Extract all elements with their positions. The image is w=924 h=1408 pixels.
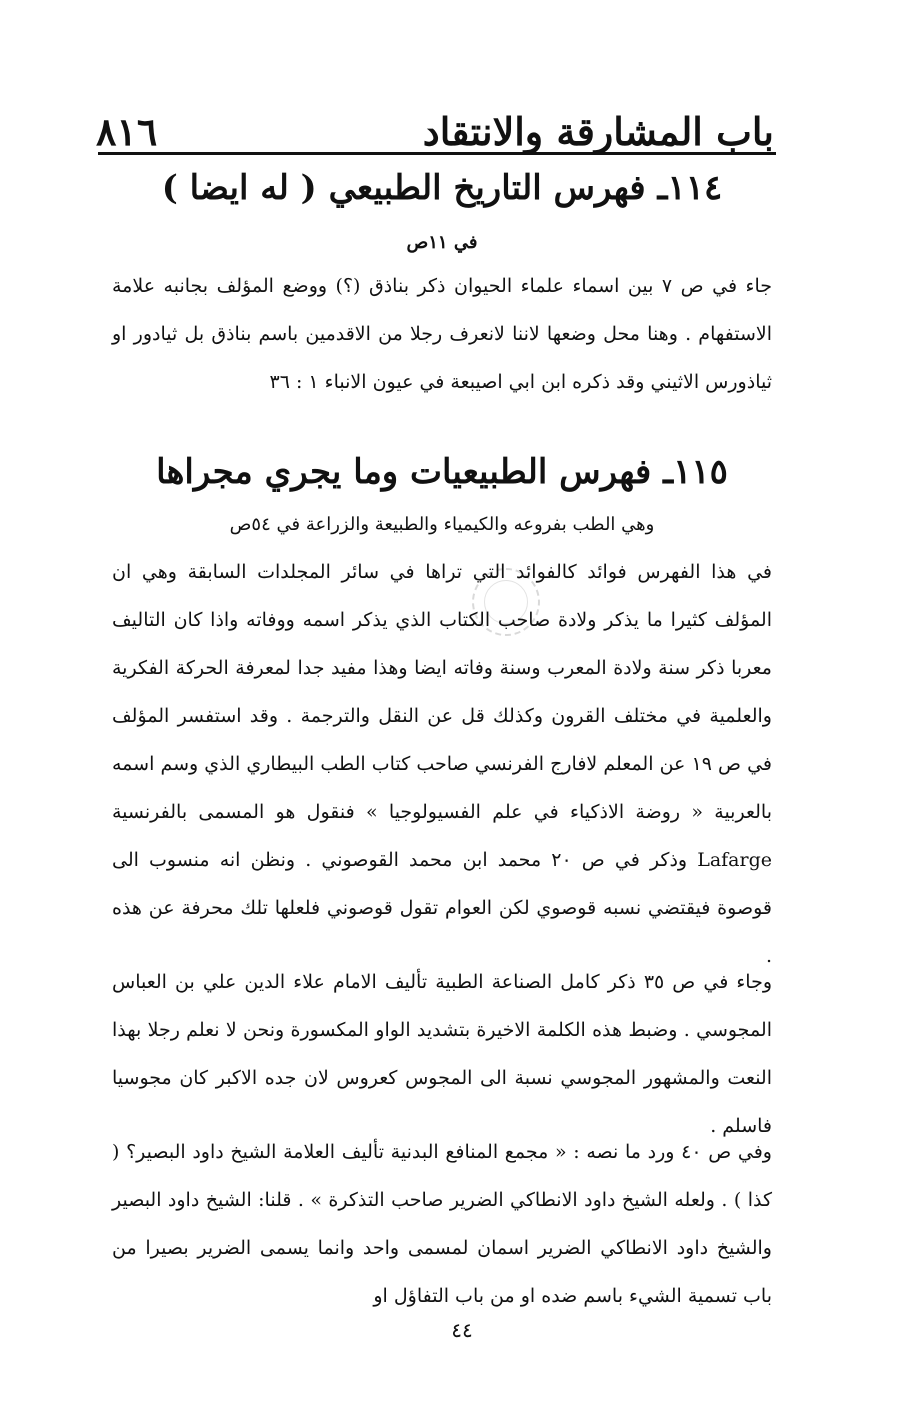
section-115-subheading: وهي الطب بفروعه والكيمياء والطبيعة والزراعة في ٥٤ص xyxy=(229,514,655,535)
header-rule xyxy=(98,152,776,155)
section-115-heading: ١١٥ـ فهرس الطبيعيات وما يجري مجراها xyxy=(156,452,728,492)
running-header xyxy=(96,94,774,154)
section-114-paragraph: جاء في ص ٧ بين اسماء علماء الحيوان ذكر بناذق (؟) ووضع المؤلف بجانبه علامة الاستفهام . وهنا محل وضعها لاننا لانعرف رجلا من الاقدمين باسم بناذق بل ثيادور او ثياذورس الاثيني وقد ذكره ابن ابي اصيبعة في عيون الانباء ١ : ٣٦ xyxy=(112,275,772,393)
page-signature: ٤٤ xyxy=(451,1318,473,1342)
section-115-paragraph-2: وجاء في ص ٣٥ ذكر كامل الصناعة الطبية تأليف الامام علاء الدين علي بن العباس المجوسي . وضبط هذه الكلمة الاخيرة بتشديد الواو المكسورة ونحن لا نعلم رجلا بهذا النعت والمشهور المجوسي نسبة الى المجوس كعروس لان جده الاكبر كان مجوسيا فاسلم . xyxy=(112,971,772,1137)
page-number: ٨١٦ xyxy=(96,109,158,154)
section-115-paragraph-1: في هذا الفهرس فوائد كالفوائد التي تراها في سائر المجلدات السابقة وهي ان المؤلف كثيرا ما يذكر ولادة صاحب الكتاب الذي يذكر اسمه ووفاته واذا كان التاليف معربا ذكر سنة ولادة المعرب وسنة وفاته ايضا وهذا مفيد جدا لمعرفة الحركة الفكرية والعلمية في مختلف القرون وكذلك قل عن النقل والترجمة . وقد استفسر المؤلف في ص ١٩ عن المعلم لافارج الفرنسي صاحب كتاب الطب البيطاري الذي وسم اسمه بالعربية « روضة الاذكياء في علم الفسيولوجيا » فنقول هو المسمى بالفرنسية Lafarge وذكر في ص ٢٠ محمد ابن محمد القوصوني . ونظن انه منسوب الى قوصوة فيقتضي نسبه قوصوي لكن العوام تقول قوصوني فلعلها تلك محرفة عن هذه . xyxy=(112,561,773,967)
section-115-paragraph-3: وفي ص ٤٠ ورد ما نصه : « مجمع المنافع البدنية تأليف العلامة الشيخ داود البصير؟ ( كذا ) . ولعله الشيخ داود الانطاكي الضرير صاحب التذكرة » . قلنا: الشيخ داود البصير والشيخ داود الانطاكي الضرير اسمان لمسمى واحد وانما يسمى الضرير بصيرا من باب تسمية الشيء باسم ضده او من باب التفاؤل او xyxy=(112,1141,772,1307)
running-title: باب المشارقة والانتقاد xyxy=(422,109,774,154)
section-114-heading: ١١٤ـ فهرس التاريخ الطبيعي ( له ايضا ) xyxy=(161,168,723,208)
section-114-subheading: في ١١ص xyxy=(406,232,478,253)
